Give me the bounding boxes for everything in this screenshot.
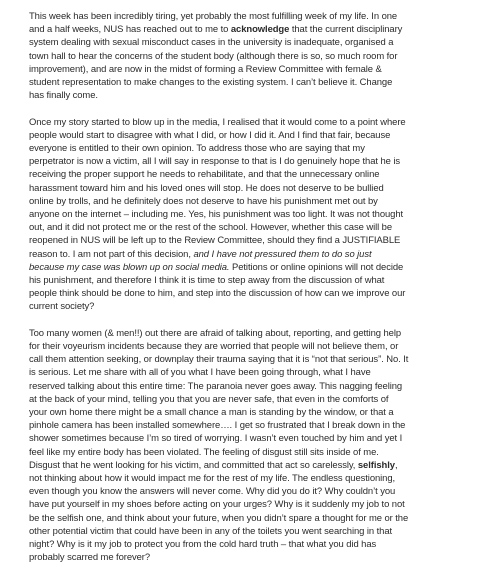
text-run: reason to. I am not part of this decision, xyxy=(29,248,194,260)
text-run: people would start to disagree with what I did, or how I did it. And I find that fair, because xyxy=(29,129,391,141)
text-line xyxy=(29,142,478,155)
text-run: for their voyeurism incidents because they are worried that people will not believe them, or xyxy=(29,341,399,353)
text-line xyxy=(29,261,478,274)
document-body xyxy=(29,10,478,565)
text-line xyxy=(29,129,478,142)
text-line xyxy=(29,419,478,432)
italic-text: and I have not pressured them to do so just xyxy=(193,248,372,260)
text-run: is serious. Let me share with all of you what I have been going through, what I have xyxy=(29,367,371,379)
text-line xyxy=(29,300,478,313)
text-line xyxy=(29,472,478,485)
text-run: everyone is entitled to their own opinion. To address those who are saying that my xyxy=(29,143,365,155)
text-run: Disgust that he went looking for his victim, and committed that act so carelessly, xyxy=(29,459,358,471)
text-run: , xyxy=(394,459,398,471)
text-line xyxy=(29,406,478,419)
text-line xyxy=(29,327,478,340)
text-run: have put yourself in my shoes before acting on your urges? Why is it suddenly my job to not xyxy=(29,499,405,511)
bold-text: acknowledge xyxy=(230,24,290,36)
text-run: probably scarred me forever? xyxy=(29,552,151,564)
text-run: not thinking about how it would impact me for the rest of my life. The endless questioning, xyxy=(29,473,396,485)
text-line xyxy=(29,234,478,247)
text-line xyxy=(29,221,478,234)
text-line xyxy=(29,353,478,366)
text-run: online by trolls, and he definitely does not deserve to have his punishment met out by xyxy=(29,195,378,207)
text-line xyxy=(29,525,478,538)
text-run: pinhole camera has been installed somewhere…. I get so frustrated that I break down in the xyxy=(29,420,406,432)
text-line xyxy=(29,168,478,181)
text-line xyxy=(29,512,478,525)
bold-text: selfishly xyxy=(357,459,395,471)
paragraph xyxy=(29,10,478,102)
text-run: has finally come. xyxy=(29,90,98,102)
paragraph xyxy=(29,116,478,314)
text-run: other potential victim that could have been in any of the toilets you went searching in that xyxy=(29,525,393,537)
text-line xyxy=(29,89,478,102)
text-run: your own home there might be a small chance a man is standing by the window, or that a xyxy=(29,407,394,419)
text-run: student representation to make changes to the existing system. I can’t believe it. Change xyxy=(29,77,393,89)
text-run: receiving the proper support he needs to rehabilitate, and that the unnecessary online xyxy=(29,169,380,181)
text-run: anyone on the internet – including me. Yes, his punishment was too light. It was not thought xyxy=(29,209,404,221)
text-line xyxy=(29,287,478,300)
text-line xyxy=(29,248,478,261)
text-run: call them attention seeking, or downplay their trauma saying that it is “not that serious”. No. It xyxy=(29,354,409,366)
text-line xyxy=(29,76,478,89)
text-line xyxy=(29,393,478,406)
text-run: perpetrator is now a victim, all I will say in response to that is I do genuinely hope that he is xyxy=(29,156,400,168)
text-run: town hall to hear the concerns of the student body (although there is so, so much room for xyxy=(29,50,398,62)
text-run: feel like my entire body has been violated. The feeling of disgust still sits inside of me. xyxy=(29,446,379,458)
text-line xyxy=(29,116,478,129)
text-line xyxy=(29,23,478,36)
text-run: Too many women (& men!!) out there are afraid of talking about, reporting, and getting help xyxy=(29,327,402,339)
text-run: that the current disciplinary xyxy=(289,24,403,36)
text-run: shower sometimes because I’m so tired of worrying. I wasn’t even touched by him and yet I xyxy=(29,433,403,445)
text-run: his punishment, and therefore I think it is time to step away from the discussion of what xyxy=(29,275,385,287)
text-line xyxy=(29,155,478,168)
text-line xyxy=(29,380,478,393)
text-line xyxy=(29,340,478,353)
text-run: at the back of your mind, telling you that you are never safe, that even in the comforts of xyxy=(29,393,389,405)
text-line xyxy=(29,274,478,287)
text-line xyxy=(29,36,478,49)
text-run: harassment toward him and his loved ones will stop. He does not deserve to be bullied xyxy=(29,182,384,194)
text-run: improvement), and are now in the midst of forming a Review Committee with female & xyxy=(29,63,382,75)
text-line xyxy=(29,485,478,498)
italic-text: because my case was blown up on social media. xyxy=(29,261,230,273)
text-run: be the selfish one, and think about your future, when you didn’t spare a thought for me or the xyxy=(29,512,409,524)
text-run: night? Why is it my job to protect you from the cold hard truth – that what you did has xyxy=(29,539,377,551)
text-line xyxy=(29,366,478,379)
text-run: system dealing with sexual misconduct cases in the university is inadequate, organised a xyxy=(29,37,394,49)
text-line xyxy=(29,551,478,564)
text-line xyxy=(29,432,478,445)
text-line xyxy=(29,10,478,23)
text-run: out, and it did not protect me or the rest of the school. However, whether this case will be xyxy=(29,222,392,234)
text-run: and a half weeks, NUS has reached out to me to xyxy=(29,24,231,36)
text-line xyxy=(29,182,478,195)
text-run: reopened in NUS will be left up to the Review Committee, should they find a JUSTIFIABLE xyxy=(29,235,401,247)
text-line xyxy=(29,498,478,511)
text-run: even though you know the answers will never come. Why did you do it? Why couldn’t you xyxy=(29,486,396,498)
text-run: reserved talking about this entire time: The paranoia never goes away. This nagging feeling xyxy=(29,380,403,392)
text-line xyxy=(29,195,478,208)
text-line xyxy=(29,208,478,221)
text-run: current society? xyxy=(29,301,95,313)
text-line xyxy=(29,63,478,76)
text-line xyxy=(29,446,478,459)
text-run: people think should be done to him, and step into the discussion of how can we improve our xyxy=(29,288,406,300)
text-run: Petitions or online opinions will not decide xyxy=(229,261,404,273)
paragraph xyxy=(29,327,478,565)
text-line xyxy=(29,50,478,63)
text-run: Once my story started to blow up in the media, I realised that it would come to a point where xyxy=(29,116,406,128)
text-run: This week has been incredibly tiring, yet probably the most fulfilling week of my life. In one xyxy=(29,11,398,22)
text-line xyxy=(29,538,478,551)
text-line xyxy=(29,459,478,472)
